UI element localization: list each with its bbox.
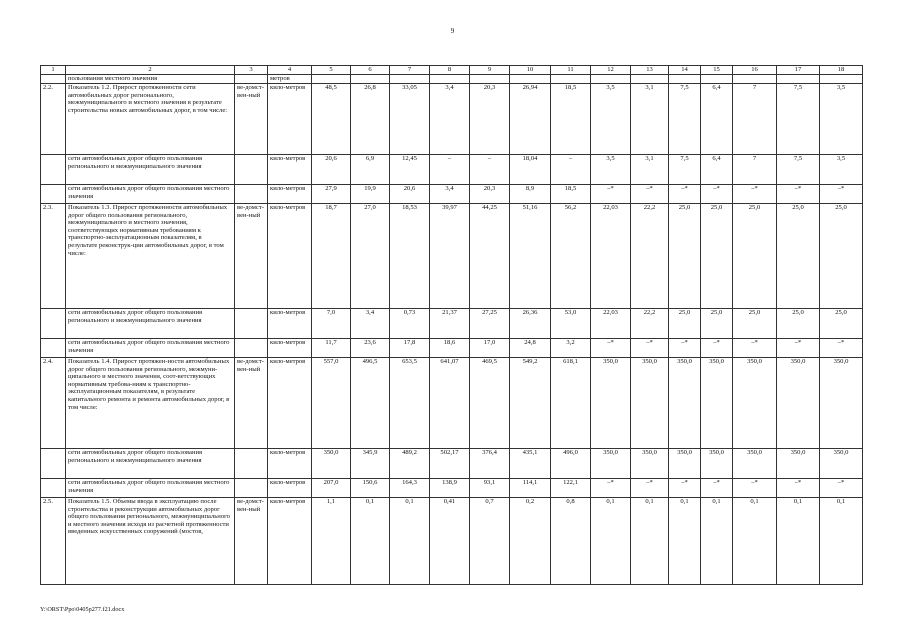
value-cell: 20,3	[470, 185, 510, 204]
value-cell: 18,5	[551, 84, 591, 155]
value-cell: 0,1	[351, 498, 390, 585]
value-cell: –*	[820, 185, 863, 204]
item-number-cell	[41, 479, 66, 498]
indicator-name-cell: сети автомобильных дорог общего пользования регионального и межмуниципального значения	[66, 309, 235, 339]
value-cell	[312, 75, 351, 84]
value-cell: 350,0	[701, 358, 733, 449]
value-cell: –*	[669, 339, 701, 358]
value-cell: 3,5	[591, 155, 631, 185]
unit-cell: кило-метров	[268, 479, 312, 498]
value-cell: 39,97	[430, 204, 470, 309]
column-number-cell: 12	[591, 66, 631, 75]
value-cell: 496,5	[351, 358, 390, 449]
value-cell: 0,1	[591, 498, 631, 585]
table-row	[41, 75, 863, 84]
value-cell: 3,5	[820, 84, 863, 155]
column-number-cell: 11	[551, 66, 591, 75]
column-number-cell: 14	[669, 66, 701, 75]
value-cell: 25,0	[820, 204, 863, 309]
indicator-type-cell	[235, 155, 268, 185]
unit-cell: кило-метров	[268, 498, 312, 585]
value-cell: –*	[777, 479, 820, 498]
value-cell: 0,1	[733, 498, 777, 585]
value-cell: 350,0	[591, 358, 631, 449]
value-cell	[777, 75, 820, 84]
column-number-cell: 1	[41, 66, 66, 75]
column-number-cell: 4	[268, 66, 312, 75]
value-cell: 27,0	[351, 204, 390, 309]
table-row	[41, 358, 863, 449]
value-cell: –*	[631, 479, 669, 498]
table-row	[41, 185, 863, 204]
table-row	[41, 84, 863, 155]
unit-cell: кило-метров	[268, 155, 312, 185]
value-cell: 33,05	[390, 84, 430, 155]
value-cell: –*	[591, 339, 631, 358]
value-cell: 557,0	[312, 358, 351, 449]
value-cell: 11,7	[312, 339, 351, 358]
value-cell	[430, 75, 470, 84]
value-cell	[510, 75, 551, 84]
unit-cell: кило-метров	[268, 358, 312, 449]
value-cell: 207,0	[312, 479, 351, 498]
value-cell: 6,4	[701, 155, 733, 185]
item-number-cell: 2.5.	[41, 498, 66, 585]
value-cell: 0,1	[669, 498, 701, 585]
value-cell: 3,5	[820, 155, 863, 185]
column-number-cell: 7	[390, 66, 430, 75]
value-cell: 122,1	[551, 479, 591, 498]
value-cell: 0,1	[820, 498, 863, 585]
value-cell: 21,37	[430, 309, 470, 339]
item-number-cell	[41, 155, 66, 185]
value-cell: 26,8	[351, 84, 390, 155]
value-cell: 469,5	[470, 358, 510, 449]
table-row	[41, 339, 863, 358]
indicator-name-cell: Показатель 1.5. Объемы ввода в эксплуатацию после строительства и реконструкции автомобильных дорог общего пользования регионального, межмуниципального и местного значения исходя из расчетной протяженности введенных искусственных сооружений (мостов,	[66, 498, 235, 585]
value-cell: 502,17	[430, 449, 470, 479]
unit-cell: кило-метров	[268, 185, 312, 204]
value-cell: 7,5	[669, 84, 701, 155]
value-cell: 3,4	[430, 84, 470, 155]
value-cell: 345,9	[351, 449, 390, 479]
value-cell: –*	[669, 479, 701, 498]
value-cell: 138,9	[430, 479, 470, 498]
value-cell: –	[470, 155, 510, 185]
indicator-type-cell	[235, 479, 268, 498]
value-cell	[701, 75, 733, 84]
value-cell: 0,7	[470, 498, 510, 585]
value-cell: 56,2	[551, 204, 591, 309]
value-cell: –	[430, 155, 470, 185]
value-cell: 150,6	[351, 479, 390, 498]
value-cell: –*	[820, 479, 863, 498]
value-cell	[390, 75, 430, 84]
indicator-name-cell: сети автомобильных дорог общего пользования местного значения	[66, 479, 235, 498]
value-cell: 19,9	[351, 185, 390, 204]
value-cell: 17,0	[470, 339, 510, 358]
value-cell: 7,5	[669, 155, 701, 185]
value-cell: 20,6	[312, 155, 351, 185]
value-cell: 350,0	[820, 449, 863, 479]
value-cell: 20,3	[470, 84, 510, 155]
indicator-name-cell: Показатель 1.4. Прирост протяжен-ности автомобильных дорог общего пользования регионального, межмуни-ципального и местного значения, соот-ветствующих нормативным требова-ниям к транспортно-эксплуатационным показателям, в результате капитального ремонта и ремонта автомобильных дорог, в том числе:	[66, 358, 235, 449]
indicators-table	[40, 65, 863, 585]
value-cell: –*	[820, 339, 863, 358]
value-cell: 25,0	[669, 204, 701, 309]
value-cell: 18,5	[551, 185, 591, 204]
unit-cell: кило-метров	[268, 309, 312, 339]
value-cell: 24,8	[510, 339, 551, 358]
value-cell: –	[551, 155, 591, 185]
value-cell: 3,5	[591, 84, 631, 155]
value-cell: –*	[777, 185, 820, 204]
value-cell: 489,2	[390, 449, 430, 479]
value-cell: 23,6	[351, 339, 390, 358]
value-cell: 3,1	[631, 84, 669, 155]
value-cell: 18,7	[312, 204, 351, 309]
item-number-cell: 2.3.	[41, 204, 66, 309]
value-cell: 22,03	[591, 204, 631, 309]
unit-cell: кило-метров	[268, 84, 312, 155]
indicator-type-cell: ве-домст-вен-ный	[235, 358, 268, 449]
value-cell: 8,9	[510, 185, 551, 204]
indicator-name-cell: сети автомобильных дорог общего пользования регионального и межмуниципального значения	[66, 155, 235, 185]
value-cell: 25,0	[733, 309, 777, 339]
value-cell: –*	[733, 339, 777, 358]
column-number-row	[41, 66, 863, 75]
value-cell: 53,0	[551, 309, 591, 339]
value-cell: 618,1	[551, 358, 591, 449]
value-cell: 3,1	[631, 155, 669, 185]
value-cell	[351, 75, 390, 84]
value-cell: –*	[631, 185, 669, 204]
value-cell: 350,0	[733, 358, 777, 449]
table-row	[41, 309, 863, 339]
value-cell: 7,0	[312, 309, 351, 339]
column-number-cell: 13	[631, 66, 669, 75]
value-cell: 44,25	[470, 204, 510, 309]
value-cell: 114,1	[510, 479, 551, 498]
item-number-cell	[41, 75, 66, 84]
value-cell	[631, 75, 669, 84]
value-cell: 3,4	[351, 309, 390, 339]
value-cell: 25,0	[777, 204, 820, 309]
item-number-cell: 2.4.	[41, 358, 66, 449]
value-cell: –*	[701, 185, 733, 204]
value-cell: 0,1	[631, 498, 669, 585]
unit-cell: метров	[268, 75, 312, 84]
indicator-name-cell: пользования местного значения	[66, 75, 235, 84]
value-cell	[591, 75, 631, 84]
value-cell: 7,5	[777, 155, 820, 185]
table-row	[41, 479, 863, 498]
table-row	[41, 498, 863, 585]
unit-cell: кило-метров	[268, 339, 312, 358]
indicator-type-cell: ве-домст-вен-ный	[235, 204, 268, 309]
value-cell: 350,0	[312, 449, 351, 479]
value-cell: 25,0	[733, 204, 777, 309]
column-number-cell: 15	[701, 66, 733, 75]
value-cell: 7	[733, 84, 777, 155]
value-cell: 350,0	[669, 358, 701, 449]
item-number-cell	[41, 449, 66, 479]
value-cell: 7	[733, 155, 777, 185]
indicator-type-cell	[235, 75, 268, 84]
item-number-cell	[41, 339, 66, 358]
table-row	[41, 449, 863, 479]
value-cell: 18,53	[390, 204, 430, 309]
value-cell: –*	[631, 339, 669, 358]
value-cell: 0,1	[701, 498, 733, 585]
indicator-type-cell: ве-домст-вен-ный	[235, 84, 268, 155]
value-cell: 17,8	[390, 339, 430, 358]
column-number-cell: 5	[312, 66, 351, 75]
value-cell: 26,94	[510, 84, 551, 155]
value-cell: –*	[733, 185, 777, 204]
value-cell: 22,2	[631, 309, 669, 339]
value-cell: –*	[777, 339, 820, 358]
value-cell: 25,0	[777, 309, 820, 339]
column-number-cell: 9	[470, 66, 510, 75]
item-number-cell	[41, 185, 66, 204]
value-cell: 549,2	[510, 358, 551, 449]
value-cell: 7,5	[777, 84, 820, 155]
value-cell: 0,2	[510, 498, 551, 585]
value-cell: 0,8	[551, 498, 591, 585]
value-cell: –*	[733, 479, 777, 498]
value-cell: 20,6	[390, 185, 430, 204]
value-cell: 27,9	[312, 185, 351, 204]
value-cell: –*	[591, 185, 631, 204]
value-cell	[733, 75, 777, 84]
unit-cell: кило-метров	[268, 204, 312, 309]
value-cell: 653,5	[390, 358, 430, 449]
indicator-type-cell	[235, 449, 268, 479]
column-number-cell: 17	[777, 66, 820, 75]
value-cell: 496,0	[551, 449, 591, 479]
value-cell	[470, 75, 510, 84]
value-cell: 6,9	[351, 155, 390, 185]
value-cell: 0,1	[390, 498, 430, 585]
value-cell: 3,2	[551, 339, 591, 358]
value-cell: 350,0	[733, 449, 777, 479]
value-cell: 0,1	[777, 498, 820, 585]
value-cell: 26,36	[510, 309, 551, 339]
column-number-cell: 10	[510, 66, 551, 75]
value-cell: 0,41	[430, 498, 470, 585]
table-row	[41, 204, 863, 309]
value-cell: 350,0	[777, 358, 820, 449]
value-cell: 164,3	[390, 479, 430, 498]
indicator-name-cell: сети автомобильных дорог общего пользования регионального и межмуниципального значения	[66, 449, 235, 479]
column-number-cell: 16	[733, 66, 777, 75]
value-cell: 22,03	[591, 309, 631, 339]
footer-file-path: Y:\ORST\Ppo\0405p277.f21.docx	[40, 606, 125, 613]
value-cell: 25,0	[701, 204, 733, 309]
indicator-name-cell: сети автомобильных дорог общего пользования местного значения	[66, 339, 235, 358]
value-cell: 25,0	[701, 309, 733, 339]
value-cell: 51,16	[510, 204, 551, 309]
indicator-name-cell: сети автомобильных дорог общего пользования местного значения	[66, 185, 235, 204]
value-cell: 350,0	[669, 449, 701, 479]
column-number-cell: 6	[351, 66, 390, 75]
value-cell: 350,0	[701, 449, 733, 479]
value-cell: –*	[669, 185, 701, 204]
indicator-name-cell: Показатель 1.3. Прирост протяженности автомобильных дорог общего пользования регионального, межмуниципального и местного значения, соответствующих нормативным требованиям к транспортно-эксплуатационным показателям, в результате реконструк-ции автомобильных дорог, в том числе:	[66, 204, 235, 309]
value-cell: 48,5	[312, 84, 351, 155]
value-cell	[669, 75, 701, 84]
value-cell: 12,45	[390, 155, 430, 185]
value-cell: 1,1	[312, 498, 351, 585]
value-cell: 27,25	[470, 309, 510, 339]
value-cell: 350,0	[591, 449, 631, 479]
value-cell: –*	[701, 479, 733, 498]
value-cell: 641,07	[430, 358, 470, 449]
value-cell: 350,0	[820, 358, 863, 449]
value-cell: 3,4	[430, 185, 470, 204]
indicator-name-cell: Показатель 1.2. Прирост протяженности сети автомобильных дорог регионального, межмуниципального и местного значения в результате строительства новых автомобильных дорог, в том числе:	[66, 84, 235, 155]
indicator-type-cell: ве-домст-вен-ный	[235, 498, 268, 585]
value-cell: 6,4	[701, 84, 733, 155]
value-cell: 25,0	[820, 309, 863, 339]
column-number-cell: 3	[235, 66, 268, 75]
value-cell: 435,1	[510, 449, 551, 479]
column-number-cell: 18	[820, 66, 863, 75]
value-cell: –*	[591, 479, 631, 498]
value-cell: 18,04	[510, 155, 551, 185]
value-cell: 22,2	[631, 204, 669, 309]
table-row	[41, 155, 863, 185]
indicator-type-cell	[235, 185, 268, 204]
value-cell: 93,1	[470, 479, 510, 498]
value-cell	[551, 75, 591, 84]
unit-cell: кило-метров	[268, 449, 312, 479]
indicator-type-cell	[235, 309, 268, 339]
value-cell: 18,6	[430, 339, 470, 358]
column-number-cell: 2	[66, 66, 235, 75]
value-cell: 0,73	[390, 309, 430, 339]
column-number-cell: 8	[430, 66, 470, 75]
indicator-type-cell	[235, 339, 268, 358]
value-cell: 350,0	[631, 449, 669, 479]
value-cell: –*	[701, 339, 733, 358]
value-cell: 376,4	[470, 449, 510, 479]
item-number-cell	[41, 309, 66, 339]
value-cell: 350,0	[631, 358, 669, 449]
value-cell	[820, 75, 863, 84]
value-cell: 25,0	[669, 309, 701, 339]
page-number: 9	[450, 27, 455, 35]
item-number-cell: 2.2.	[41, 84, 66, 155]
value-cell: 350,0	[777, 449, 820, 479]
